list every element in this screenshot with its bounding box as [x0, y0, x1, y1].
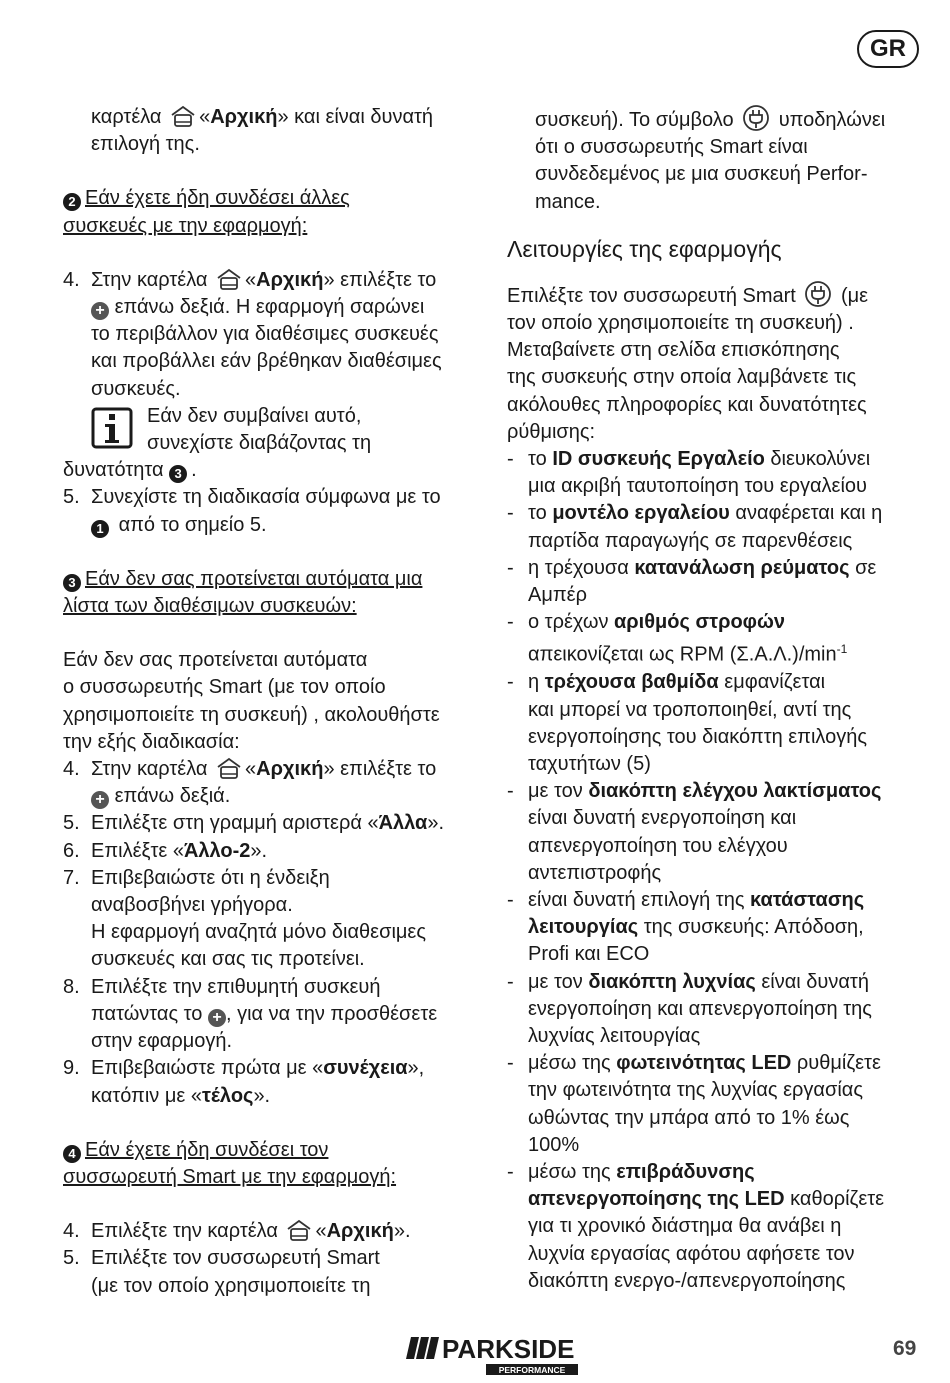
text: Profi και ECO	[528, 943, 650, 966]
bold-term: επιβράδυνσης	[616, 1160, 755, 1183]
bullet-dash: -	[507, 780, 514, 803]
text: ενεργοποίηση και απενεργοποίηση της	[528, 997, 872, 1020]
page-number: 69	[893, 1337, 917, 1360]
text: ωθώντας την μπάρα από το 1% έως	[528, 1106, 850, 1129]
paragraph-line: της συσκευής στην οποία λαμβάνετε τις	[507, 366, 857, 389]
list-item	[63, 1055, 483, 1109]
step-number-badge: 4	[63, 1145, 81, 1163]
continuation-line	[63, 104, 483, 131]
text: λυχνίας λειτουργίας	[528, 1024, 701, 1047]
paragraph-line: την εξής διαδικασία:	[63, 730, 240, 753]
paragraph-line: τον οποίο χρησιμοποιείτε τη συσκευή) .	[507, 312, 854, 335]
text: ο τρέχων	[528, 611, 609, 634]
text: «	[199, 106, 211, 128]
bullet-item	[507, 609, 927, 669]
text: το	[528, 502, 547, 525]
text: με τον	[528, 780, 583, 803]
bold-term: λειτουργίας	[528, 916, 639, 939]
bold-term: Αρχική	[256, 268, 324, 291]
bold-term: συνέχεια	[323, 1057, 408, 1080]
bullet-item	[507, 887, 927, 969]
text: ρυθμίζετε	[796, 1052, 881, 1075]
text: σε	[855, 556, 877, 579]
bold-term: Αρχική	[326, 1220, 394, 1243]
bold-term: μοντέλο εργαλείου	[552, 502, 730, 525]
text: η	[528, 671, 540, 694]
text: στην εφαρμογή.	[91, 1030, 233, 1053]
item-number: 5.	[63, 812, 80, 835]
bullet-item	[507, 669, 927, 778]
text: Αμπέρ	[528, 584, 587, 607]
heading-text: Εάν δεν σας προτείνεται αυτόματα μια	[85, 567, 423, 590]
text: ».	[393, 1220, 411, 1243]
text: κατόπιν με «	[91, 1084, 202, 1107]
home-tab-icon	[216, 268, 242, 292]
text: » και είναι δυνατή	[277, 106, 434, 128]
bullet-dash: -	[507, 671, 514, 694]
text: Στην καρτέλα	[91, 268, 208, 291]
text: συσκευές.	[91, 377, 181, 400]
text: για τι χρονικό διάστημα θα ανάβει η	[528, 1215, 842, 1238]
text: διακόπτη ενεργο-/απενεργοποίησης	[528, 1269, 846, 1292]
text: ».	[250, 839, 268, 862]
bullet-dash: -	[507, 970, 514, 993]
text: συσκευή). Το σύμβολο	[535, 109, 734, 131]
text: δυνατότητα	[63, 459, 164, 482]
text: και προβάλλει εάν βρέθηκαν διαθέσιμες	[91, 350, 442, 373]
bullet-item	[507, 1159, 927, 1295]
bullet-dash: -	[507, 1052, 514, 1075]
text: πατώντας το	[91, 1002, 203, 1025]
bold-term: Άλλα	[378, 812, 428, 835]
text: επάνω δεξιά. Η εφαρμογή σαρώνει	[114, 296, 425, 319]
text: Επιλέξτε στη γραμμή αριστερά «	[91, 812, 379, 835]
list-item	[63, 974, 483, 1056]
heading-text: συσσωρευτή Smart με την εφαρμογή:	[63, 1165, 397, 1188]
info-note-end	[63, 457, 483, 484]
bold-term: διακόπτη λυχνίας	[588, 970, 756, 993]
section-2-heading	[63, 185, 483, 212]
left-column	[63, 104, 483, 1300]
text: ταχυτήτων (5)	[528, 752, 651, 775]
bold-term: Άλλο-2	[183, 839, 251, 862]
bullet-dash: -	[507, 556, 514, 579]
text: » επιλέξτε το	[323, 758, 437, 781]
text: η τρέχουσα	[528, 556, 629, 579]
text: συνδεδεμένος με μια συσκευή Perfor-	[535, 163, 868, 186]
item-number: 8.	[63, 975, 80, 998]
list-item	[63, 838, 483, 865]
text: από το σημείο 5.	[118, 513, 267, 536]
text: Επιβεβαιώστε πρώτα με «	[91, 1057, 324, 1080]
info-icon	[91, 407, 133, 449]
text: μέσω της	[528, 1052, 611, 1075]
text: παρτίδα παραγωγής σε παρενθέσεις	[528, 529, 853, 552]
item-number: 4.	[63, 268, 80, 291]
brand-sub: PERFORMANCE	[498, 1365, 566, 1375]
bold-term: ID συσκευής Εργαλείο	[552, 448, 765, 471]
list-item	[63, 1245, 483, 1299]
home-tab-icon	[286, 1219, 312, 1243]
section-heading: Λειτουργίες της εφαρμογής	[507, 235, 782, 262]
add-circle-icon: +	[91, 791, 109, 809]
text: είναι δυνατή	[761, 970, 869, 993]
bullet-item	[507, 500, 927, 554]
text: Η εφαρμογή αναζητά μόνο διαθεσιμες	[91, 921, 426, 944]
smart-battery-plug-icon	[742, 104, 770, 132]
text: Εάν δεν συμβαίνει αυτό,	[147, 404, 362, 427]
text: » επιλέξτε το	[323, 268, 437, 291]
continuation-line	[507, 104, 927, 134]
bold-term: κατάστασης	[750, 888, 865, 911]
language-badge: GR	[857, 30, 919, 68]
text: επάνω δεξιά.	[114, 785, 231, 808]
text: της συσκευής: Απόδοση,	[643, 916, 864, 939]
text: συνεχίστε διαβάζοντας τη	[147, 432, 372, 455]
text: Επιβεβαιώστε ότι η ένδειξη	[91, 866, 330, 889]
text: μέσω της	[528, 1160, 611, 1183]
text: μια ακριβή ταυτοποίηση του εργαλείου	[528, 475, 867, 498]
text: (με τον οποίο χρησιμοποιείτε τη	[91, 1274, 371, 1297]
list-item	[63, 756, 483, 810]
text: Επιλέξτε «	[91, 839, 184, 862]
item-number: 6.	[63, 839, 80, 862]
item-number: 9.	[63, 1057, 80, 1080]
text: , για να την προσθέσετε	[226, 1002, 438, 1025]
step-number-badge: 3	[169, 465, 187, 483]
text: είναι δυνατή επιλογή της	[528, 888, 745, 911]
text: αναφέρεται και η	[735, 502, 883, 525]
paragraph-line: Εάν δεν σας προτείνεται αυτόματα	[63, 649, 368, 672]
text: ενεργοποίησης του διακόπτη επιλογής	[528, 725, 868, 748]
bullet-item	[507, 1050, 927, 1159]
bold-term: τρέχουσα βαθμίδα	[544, 671, 719, 694]
brand-name: PARKSIDE	[442, 1334, 575, 1364]
text: «	[315, 1220, 327, 1243]
text: (με	[840, 284, 869, 307]
text: .	[191, 459, 197, 482]
text: υποδηλώνει	[778, 109, 886, 131]
text: »,	[407, 1057, 425, 1080]
list-item	[63, 810, 483, 837]
text: καθορίζετε	[790, 1188, 885, 1211]
text: Επιλέξτε την επιθυμητή συσκευή	[91, 975, 381, 998]
heading-text: συσκευές με την εφαρμογή:	[63, 214, 308, 237]
bold-term: Αρχική	[256, 758, 324, 781]
text: Συνεχίστε τη διαδικασία σύμφωνα με το	[91, 486, 441, 509]
text: αναβοσβήνει γρήγορα.	[91, 894, 293, 917]
bold-term: Αρχική	[210, 106, 278, 128]
text: με τον	[528, 970, 583, 993]
bold-term: απενεργοποίησης της LED	[528, 1188, 785, 1211]
paragraph-line: Μεταβαίνετε στη σελίδα επισκόπησης	[507, 339, 840, 362]
section-3-heading	[63, 566, 483, 593]
text: αντεπιστροφής	[528, 861, 662, 884]
add-circle-icon: +	[208, 1009, 226, 1027]
bold-term: φωτεινότητας LED	[616, 1052, 792, 1075]
home-tab-icon	[216, 757, 242, 781]
heading-text: Εάν έχετε ήδη συνδέσει άλλες	[85, 187, 350, 210]
bullet-item	[507, 555, 927, 609]
bold-term: τέλος	[201, 1084, 254, 1107]
list-item	[63, 1218, 483, 1245]
bold-term: αριθμός στροφών	[614, 611, 785, 634]
text: «	[245, 758, 257, 781]
list-item	[63, 484, 483, 538]
text: εμφανίζεται	[724, 671, 826, 694]
list-item	[63, 865, 483, 974]
heading-text: Εάν έχετε ήδη συνδέσει τον	[85, 1138, 329, 1161]
text: απενεργοποίηση του ελέγχου	[528, 834, 788, 857]
bullet-dash: -	[507, 502, 514, 525]
continuation-line: επιλογή της.	[91, 133, 200, 156]
paragraph-line: ακόλουθες πληροφορίες και δυνατότητες	[507, 393, 867, 416]
text: Επιλέξτε τον συσσωρευτή Smart	[91, 1247, 380, 1270]
paragraph-line: ο συσσωρευτής Smart (με τον οποίο	[63, 676, 386, 699]
bullet-item	[507, 446, 927, 500]
text: Στην καρτέλα	[91, 758, 208, 781]
superscript: -1	[836, 642, 848, 657]
bullet-item	[507, 969, 927, 1051]
text: 100%	[528, 1133, 580, 1156]
paragraph-line: χρησιμοποιείτε τη συσκευή) , ακολουθήστε	[63, 703, 440, 726]
step-number-badge: 1	[91, 520, 109, 538]
text: ότι ο συσσωρευτής Smart είναι	[535, 136, 808, 159]
text: καρτέλα	[91, 106, 162, 128]
paragraph-line	[507, 280, 927, 310]
text: Επιλέξτε τον συσσωρευτή Smart	[507, 284, 796, 307]
right-column	[507, 104, 927, 1295]
heading-text: λίστα των διαθέσιμων συσκευών:	[63, 595, 357, 618]
text: Επιλέξτε την καρτέλα	[91, 1220, 278, 1243]
item-number: 4.	[63, 758, 80, 781]
smart-battery-plug-icon	[804, 280, 832, 308]
text: και μπορεί να τροποποιηθεί, αντί της	[528, 698, 852, 721]
text: το περιβάλλον για διαθέσιμες συσκευές	[91, 323, 439, 346]
bold-term: κατανάλωση ρεύματος	[634, 556, 850, 579]
step-number-badge: 2	[63, 193, 81, 211]
text: ».	[253, 1084, 271, 1107]
text: την φωτεινότητα της λυχνίας εργασίας	[528, 1079, 863, 1102]
list-item	[63, 267, 483, 457]
item-number: 7.	[63, 866, 80, 889]
text: ».	[427, 812, 445, 835]
home-tab-icon	[170, 105, 196, 129]
bullet-dash: -	[507, 448, 514, 471]
text: είναι δυνατή ενεργοποίηση και	[528, 807, 797, 830]
add-circle-icon: +	[91, 302, 109, 320]
info-note	[91, 403, 483, 457]
bullet-dash: -	[507, 1160, 514, 1183]
bold-term: διακόπτη ελέγχου λακτίσματος	[588, 780, 882, 803]
text: «	[245, 268, 257, 291]
item-number: 4.	[63, 1220, 80, 1243]
parkside-logo	[404, 1333, 580, 1377]
text: συσκευές και σας τις προτείνει.	[91, 948, 365, 971]
text: mance.	[535, 190, 601, 213]
bullet-item	[507, 778, 927, 887]
bullet-dash: -	[507, 611, 514, 634]
item-number: 5.	[63, 1247, 80, 1270]
bullet-dash: -	[507, 888, 514, 911]
step-number-badge: 3	[63, 574, 81, 592]
item-number: 5.	[63, 486, 80, 509]
section-4-heading	[63, 1137, 483, 1164]
text: λυχνία εργασίας αφότου αφήσετε τον	[528, 1242, 855, 1265]
paragraph-line: ρύθμισης:	[507, 420, 596, 443]
text: διευκολύνει	[770, 448, 871, 471]
text: το	[528, 448, 547, 471]
text: απεικονίζεται ως RPM (Σ.Α.Λ.)/min	[528, 644, 837, 667]
